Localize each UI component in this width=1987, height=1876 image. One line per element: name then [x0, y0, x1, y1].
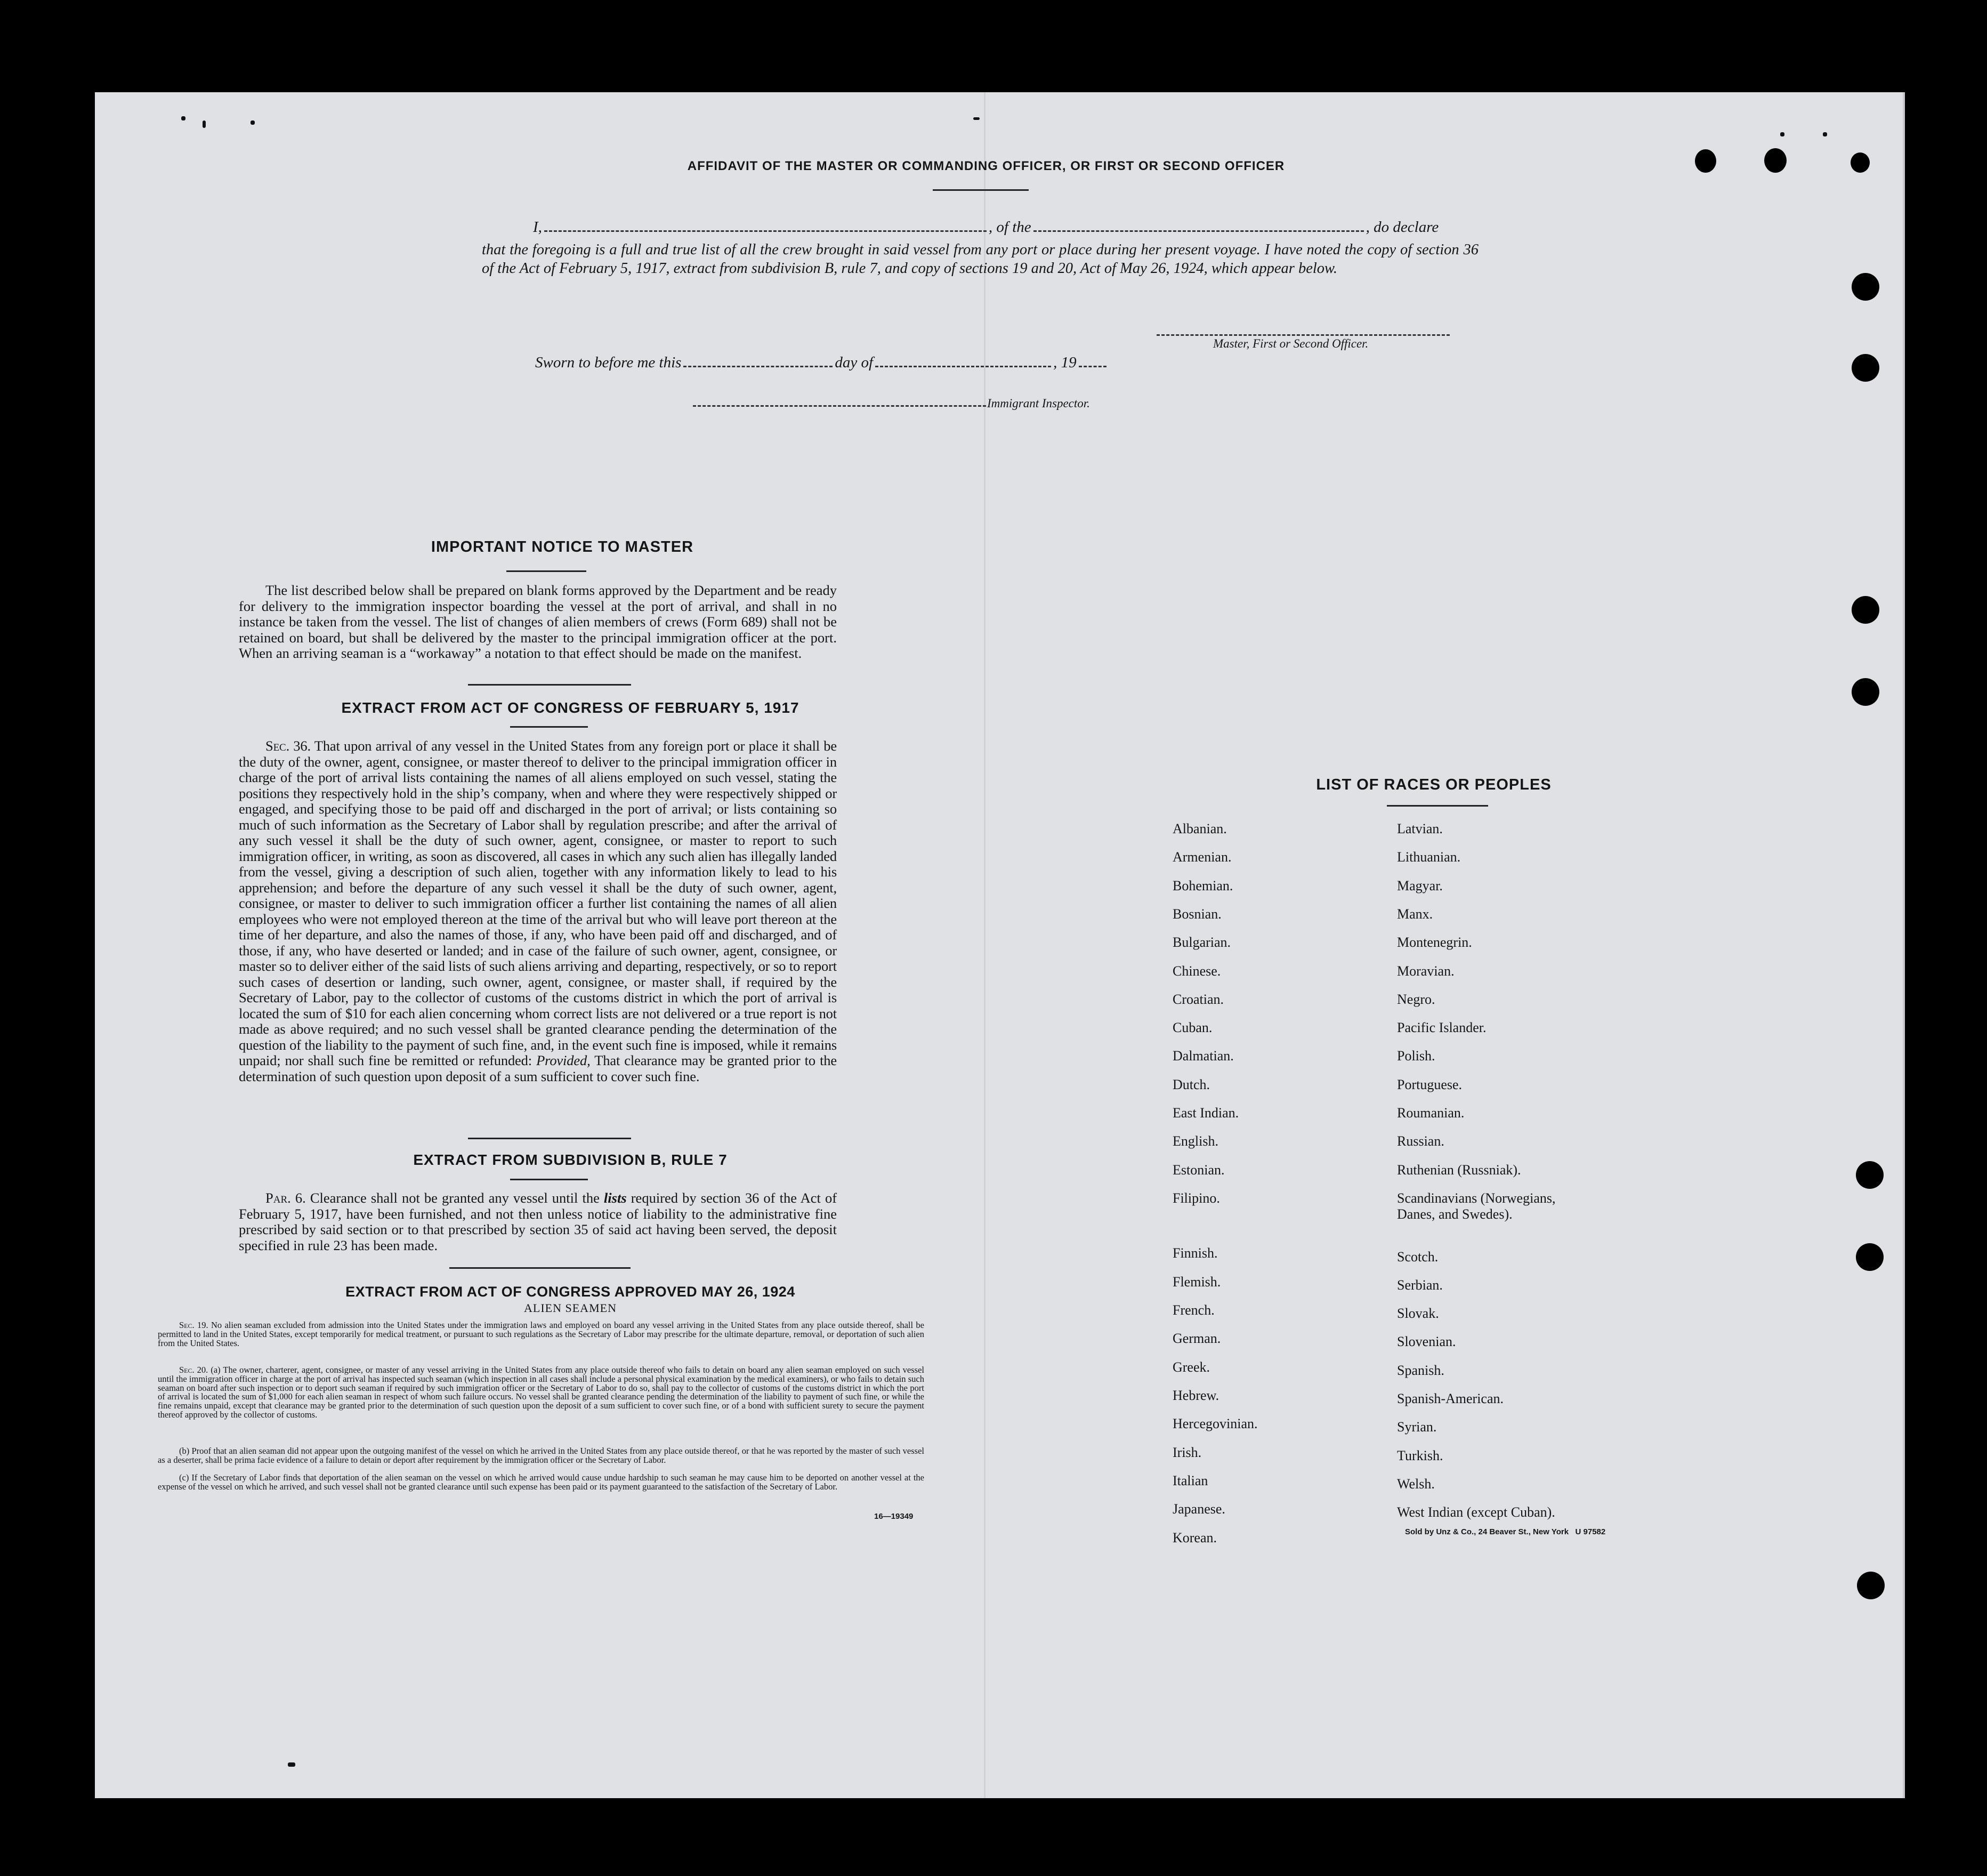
center-fold — [984, 92, 986, 1798]
declarant-label: I, — [533, 219, 542, 236]
race-item: Lithuanian. — [1397, 849, 1461, 865]
section-divider — [468, 1138, 631, 1139]
race-item: Filipino. — [1173, 1190, 1220, 1206]
punch-hole — [1856, 1161, 1884, 1189]
race-item: Latvian. — [1397, 821, 1443, 836]
officer-signature-field[interactable] — [1157, 334, 1450, 336]
race-item: Turkish. — [1397, 1447, 1443, 1463]
races-title: LIST OF RACES OR PEOPLES — [1316, 776, 1552, 793]
punch-hole — [1856, 1243, 1884, 1271]
section-20c: (c) If the Secretary of Labor finds that deportation of the alien seaman on the vessel on which he arrived would cause undue hardship to such seaman he may cause him to be deported on another vessel at the expense of the vessel on which he arrived, and such vessel shall not be granted clearance until such expense has been paid or its payment guaranteed to the satisfaction of the Secretary of Labor. — [158, 1472, 924, 1492]
sworn-line — [535, 354, 1106, 372]
race-item: Scotch. — [1397, 1249, 1439, 1265]
scan-speck — [1823, 132, 1827, 136]
race-item: Finnish. — [1173, 1245, 1218, 1261]
race-item: Armenian. — [1173, 849, 1232, 865]
par-6-label: Par. 6. — [265, 1190, 306, 1206]
section-36-label: Sec. 36. — [265, 738, 311, 754]
race-item: Pacific Islander. — [1397, 1020, 1487, 1036]
punch-hole — [1852, 596, 1879, 624]
sworn-month-field[interactable] — [875, 366, 1051, 367]
race-item: Roumanian. — [1397, 1105, 1465, 1121]
punch-hole — [1852, 678, 1879, 706]
section-divider — [449, 1267, 631, 1269]
scan-speck — [251, 120, 255, 125]
race-item: Scandinavians (Norwegians, Danes, and Swedes). — [1397, 1190, 1556, 1222]
race-item: Korean. — [1173, 1529, 1217, 1545]
races-divider — [1387, 805, 1488, 807]
section-20a — [158, 1366, 924, 1420]
punch-hole — [1852, 273, 1879, 301]
sworn-day-field[interactable] — [683, 366, 833, 367]
declarant-name-field[interactable] — [544, 230, 987, 232]
race-item: Ruthenian (Russniak). — [1397, 1162, 1521, 1178]
race-item: Chinese. — [1173, 963, 1221, 979]
race-item: Slovak. — [1397, 1306, 1439, 1322]
race-item: West Indian (except Cuban). — [1397, 1504, 1555, 1520]
title-divider — [933, 189, 1029, 191]
section-19-label: Sec. 19. — [179, 1320, 208, 1330]
alien-seamen-subtitle: ALIEN SEAMEN — [524, 1301, 617, 1315]
race-item: Serbian. — [1397, 1277, 1443, 1293]
scan-speck — [1780, 132, 1784, 136]
year-label: , 19 — [1053, 354, 1077, 371]
notice-divider — [506, 570, 586, 572]
officer-signature-caption: Master, First or Second Officer. — [1213, 337, 1369, 350]
race-item: East Indian. — [1173, 1105, 1239, 1121]
race-item: Cuban. — [1173, 1020, 1213, 1036]
race-item: Flemish. — [1173, 1274, 1221, 1290]
extract-rule7-divider — [510, 1179, 588, 1180]
form-number: 16—19349 — [874, 1512, 914, 1521]
vessel-label: , of the — [988, 219, 1031, 236]
sworn-year-field[interactable] — [1079, 366, 1106, 367]
affidavit-declaration-line — [533, 219, 1482, 236]
par-6-text: Clearance shall not be granted any vessel until the — [310, 1190, 600, 1206]
race-item: Japanese. — [1173, 1501, 1225, 1517]
race-item: Bosnian. — [1173, 906, 1222, 922]
race-item: Spanish-American. — [1397, 1391, 1504, 1406]
race-item: Moravian. — [1397, 963, 1455, 979]
section-19-text: No alien seaman excluded from admission into the United States under the immigration laws and employed on board any vessel arriving in the United States from any place outside thereof, shall be permitted to land in the United States, except temporarily for medical treatment, or pursuant to such regulations as the Secretary of Labor may prescribe for the ultimate departure, removal, or deportation of such alien from the United States. — [158, 1320, 925, 1348]
race-item: Syrian. — [1397, 1419, 1437, 1435]
section-divider — [468, 684, 631, 686]
sworn-label: Sworn to before me this — [535, 354, 682, 371]
race-item: Montenegrin. — [1397, 935, 1472, 951]
punch-hole — [1695, 149, 1716, 173]
race-item: Magyar. — [1397, 877, 1443, 893]
punch-hole — [1857, 1572, 1885, 1599]
declare-label: , do declare — [1366, 219, 1439, 236]
race-item: Negro. — [1397, 991, 1435, 1007]
notice-title: IMPORTANT NOTICE TO MASTER — [431, 538, 694, 555]
extract-1924-title: EXTRACT FROM ACT OF CONGRESS APPROVED MAY 26, 1924 — [345, 1284, 795, 1300]
race-item: Estonian. — [1173, 1162, 1225, 1178]
lists-word: lists — [603, 1190, 627, 1206]
extract-1917-title: EXTRACT FROM ACT OF CONGRESS OF FEBRUARY 5, 1917 — [341, 699, 799, 716]
race-item: Italian — [1173, 1472, 1208, 1488]
affidavit-body: that the foregoing is a full and true list of all the crew brought in said vessel from any port or place during her present voyage. I have noted the copy of section 36 of the Act of February 5, 1917, extract from subdivision B, rule 7, and copy of sections 19 and 20, Act of May 26, 1924, which appear below. — [482, 241, 1479, 277]
day-of-label: day of — [835, 354, 874, 371]
extract-rule7-body — [239, 1190, 837, 1253]
race-item: Croatian. — [1173, 991, 1224, 1007]
race-item: German. — [1173, 1331, 1221, 1347]
affidavit-title: AFFIDAVIT OF THE MASTER OR COMMANDING OFFICER, OR FIRST OR SECOND OFFICER — [687, 159, 1285, 173]
vessel-name-field[interactable] — [1033, 230, 1364, 232]
race-item: Polish. — [1397, 1048, 1435, 1064]
inspector-signature-field[interactable] — [693, 405, 986, 407]
race-item: Hercegovinian. — [1173, 1416, 1258, 1432]
printer-imprint: Sold by Unz & Co., 24 Beaver St., New York U 97582 — [1405, 1527, 1606, 1536]
race-item: Spanish. — [1397, 1362, 1444, 1378]
inspector-caption: Immigrant Inspector. — [987, 397, 1090, 410]
race-item: Manx. — [1397, 906, 1433, 922]
punch-hole — [1852, 354, 1879, 382]
race-item: Irish. — [1173, 1444, 1202, 1460]
section-36-text-cont: That clearance may be granted prior to the determination of such question upon deposit of a sum sufficient to cover such fine. — [239, 1052, 837, 1084]
extract-1917-divider — [510, 726, 588, 728]
race-item: Dalmatian. — [1173, 1048, 1234, 1064]
section-20b: (b) Proof that an alien seaman did not appear upon the outgoing manifest of the vessel on which he arrived in the United States from any place outside thereof, or that he was reported by the master of such vessel as a deserter, shall be prima facie evidence of a failure to detain or deport after requirement by the immigration officer or the Secretary of Labor. — [158, 1446, 924, 1465]
scan-speck — [973, 117, 980, 120]
extract-rule7-title: EXTRACT FROM SUBDIVISION B, RULE 7 — [413, 1152, 728, 1168]
extract-1917-body — [239, 738, 837, 1084]
proviso-word: Provided, — [536, 1052, 591, 1068]
race-item: Portuguese. — [1397, 1076, 1463, 1092]
section-19 — [158, 1321, 924, 1348]
notice-body: The list described below shall be prepared on blank forms approved by the Department and be ready for delivery to the immigration inspector boarding the vessel at the port of arrival, and shall in no instance be taken from the vessel. The list of changes of alien members of crews (Form 689) shall not be retained on board, but shall be delivered by the master to the principal immigration officer at the port. When an arriving seaman is a “workaway” a notation to that effect should be made on the manifest. — [239, 582, 837, 661]
scan-speck — [203, 120, 206, 128]
race-item: French. — [1173, 1302, 1215, 1318]
race-item: Albanian. — [1173, 821, 1227, 836]
race-item: Slovenian. — [1397, 1334, 1456, 1350]
section-20-label: Sec. 20. — [179, 1365, 208, 1375]
race-item: English. — [1173, 1133, 1218, 1149]
section-20a-text: (a) The owner, charterer, agent, consignee, or master of any vessel arriving in the United States from any place outside thereof who fails to detain on board any alien seaman employed on such vessel until the immigration officer in charge at the port of arrival has inspected such seaman (which inspection in all cases shall include a personal physical examination by the medical examiners), or who fails to detain such seaman on board after such inspection or to deport such seaman if required by such immigration officer or the Secretary of Labor to do so, shall pay to the collector of customs of the customs district in which the port of arrival is located the sum of $1,000 for each alien seaman in respect of whom such failure occurs. No vessel shall be granted clearance pending the determination of the liability to payment of such fine, or while the fine remains unpaid, except that clearance may be granted prior to the determination of such question upon the deposit of a sum sufficient to cover such fine, or of a bond with sufficient surety to secure the payment thereof approved by the collector of customs. — [158, 1365, 925, 1420]
race-item: Hebrew. — [1173, 1388, 1219, 1403]
par-6-text-cont: required by section 36 of the Act of February 5, 1917, have been furnished, and not then unless notice of liability to the administrative fine prescribed by said section or to that prescribed by section 35 of said act having been served, the deposit specified in rule 23 has been made. — [239, 1190, 837, 1253]
race-item: Dutch. — [1173, 1076, 1210, 1092]
scan-speck — [288, 1762, 295, 1767]
scan-speck — [181, 116, 185, 120]
race-item: Bohemian. — [1173, 877, 1233, 893]
race-item: Welsh. — [1397, 1476, 1435, 1492]
punch-hole — [1764, 148, 1787, 173]
race-item: Greek. — [1173, 1359, 1210, 1375]
punch-hole — [1851, 152, 1870, 173]
section-36-text: That upon arrival of any vessel in the United States from any foreign port or place it shall be the duty of the owner, agent, consignee, or master thereof to deliver to the principal immigration officer in charge of the port of arrival lists containing the names of all aliens employed on such vessel, stating the positions they respectively hold in the ship’s company, when and where they were respectively shipped or engaged, and specifying those to be paid off and discharged in the port of arrival; or lists containing so much of such information as the Secretary of Labor shall by regulation prescribe; and after the arrival of any such vessel it shall be the duty of such owner, agent, consignee, or master to report to such immigration officer, in writing, as soon as discovered, all cases in which any such alien has illegally landed from the vessel, giving a description of such alien, together with any information likely to lead to his apprehension; and before the departure of any such vessel it shall be the duty of such owner, agent, consignee, or master to deliver to such immigration officer a further list containing the names of all alien employees who were not employed thereon at the time of the arrival but who will leave port thereon at the time of her departure, and also the names of those, if any, who have been paid off and discharged, and of those, if any, who have deserted or landed; and in case of the failure of such owner, agent, consignee, or master so to deliver either of the said lists of such aliens arriving and departing, respectively, or so to report such cases of desertion or landing, such owner, agent, consignee, or master shall, if required by the Secretary of Labor, pay to the collector of customs of the customs district in which the port of arrival is located the sum of $10 for each alien concerning whom correct lists are not delivered or a true report is not made as above required; and no such vessel shall be granted clearance pending the determination of the question of the liability to the payment of such fine, and, in the event such fine is imposed, while it remains unpaid; nor shall such fine be remitted or refunded: — [239, 738, 837, 1068]
race-item: Bulgarian. — [1173, 935, 1231, 951]
race-item: Russian. — [1397, 1133, 1444, 1149]
